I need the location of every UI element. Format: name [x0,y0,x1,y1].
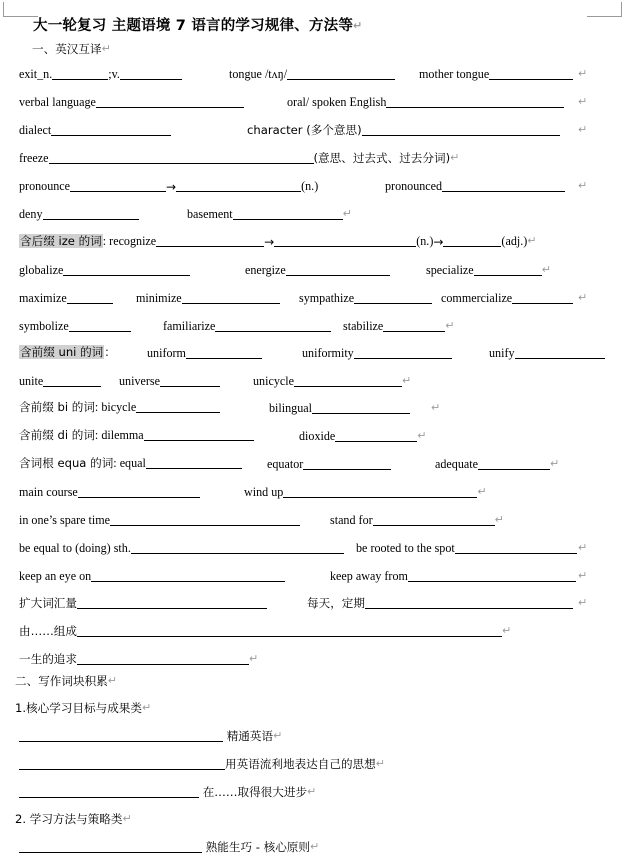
pilcrow-mark: ↵ [101,42,111,55]
page-title [33,14,362,35]
entry-row [19,480,609,508]
entry-unicycle: unicycle ↵ [253,374,412,388]
answer-blank[interactable] [515,347,605,359]
entry-dioxide: dioxide ↵ [299,429,427,443]
answer-blank[interactable] [51,124,171,136]
pilcrow-mark: ↵ [549,457,560,470]
answer-blank[interactable] [474,264,542,276]
answer-blank[interactable] [77,625,502,637]
label-suffix-ize-text: 含后缀 ize 的词 [20,234,102,248]
pilcrow-mark: ↵ [310,840,320,853]
pilcrow-mark: ↵ [578,67,588,80]
pilcrow-mark: ↵ [477,485,487,498]
entry-main-course: main course [19,486,200,498]
answer-blank[interactable] [43,375,101,387]
entry-basement: basement ↵ [187,207,352,221]
answer-blank[interactable] [365,597,573,609]
pilcrow-mark: ↵ [307,785,317,798]
subsection-heading-2 [15,807,605,835]
entry-expand-vocabulary: 扩大词汇量 [19,597,267,610]
entry-express-fluently: 用英语流利地表达自己的思想↵ [19,758,385,771]
answer-blank[interactable] [186,347,262,359]
entry-consist-of: 由……组成 ↵ [19,624,512,638]
label-prefix-di-text: 含前缀 di 的词 [19,428,95,442]
answer-blank[interactable] [489,68,573,80]
answer-blank[interactable] [52,68,108,80]
pilcrow-mark: ↵ [107,674,117,687]
answer-blank[interactable] [91,570,285,582]
entry-every-day-regularly: 每天，定期 [307,597,573,610]
subsection-heading-1 [15,696,605,724]
answer-blank[interactable] [386,96,564,108]
arrow-icon: → [433,235,444,249]
entry-adequate: adequate ↵ [435,457,560,471]
answer-blank[interactable] [354,347,452,359]
answer-blank[interactable] [136,401,220,413]
answer-blank[interactable] [19,758,225,770]
entry-row [19,202,609,230]
entry-oral-spoken-english: oral/ spoken English [287,96,564,108]
pilcrow-mark: ↵ [578,291,588,304]
answer-blank[interactable] [176,180,301,192]
entry-stabilize: stabilize ↵ [343,319,455,333]
entry-familiarize: familiarize [163,320,331,332]
answer-blank[interactable] [77,597,267,609]
pilcrow-mark: ↵ [578,541,588,554]
entry-symbolize: symbolize [19,320,131,332]
entry-deny: deny [19,208,139,220]
pilcrow-mark: ↵ [417,429,427,442]
answer-blank[interactable] [362,124,560,136]
answer-blank[interactable] [274,235,416,247]
answer-blank[interactable] [156,235,264,247]
pilcrow-mark: ↵ [578,95,588,108]
entry-row [19,230,609,258]
entry-universe: universe [119,375,220,387]
entry-verbal-language: verbal language [19,96,244,108]
pilcrow-mark: ↵ [578,179,588,192]
answer-blank[interactable] [19,841,202,853]
answer-blank[interactable] [69,320,131,332]
entry-commercialize: commercialize [441,292,573,304]
entry-row [19,90,609,118]
pilcrow-mark: ↵ [142,701,152,714]
answer-blank[interactable] [120,68,182,80]
arrow-icon: → [264,235,275,249]
answer-blank[interactable] [146,457,242,469]
entry-wind-up: wind up ↵ [244,485,487,499]
entry-row [19,508,609,536]
entry-pronounced: pronounced [385,180,565,192]
label-prefix-uni-text: 含前缀 uni 的词 [20,345,104,359]
answer-blank[interactable] [215,320,331,332]
entry-master-english: 精通英语↵ [19,730,282,743]
entry-row [19,452,609,480]
answer-blank[interactable] [182,292,280,304]
entry-be-equal-to: be equal to (doing) sth. [19,542,344,554]
entry-row [19,619,609,647]
answer-blank[interactable] [312,402,410,414]
entry-minimize: minimize [136,292,280,304]
entry-row [19,564,609,592]
answer-blank[interactable] [455,542,577,554]
pilcrow-mark: ↵ [122,812,132,825]
label-prefix-di: 含前缀 di 的词: dilemma [19,429,254,442]
entry-dialect: dialect [19,124,171,136]
entry-sympathize: sympathize [299,292,432,304]
answer-blank[interactable] [96,96,244,108]
pilcrow-mark: ↵ [248,652,259,665]
answer-blank[interactable] [49,152,314,164]
entry-great-progress: 在……取得很大进步↵ [19,786,316,799]
entry-lifelong-pursuit: 一生的追求 ↵ [19,652,259,666]
entry-equator: equator [267,458,391,470]
entry-row [19,396,609,424]
pilcrow-mark: ↵ [578,123,588,136]
entry-row [19,314,609,342]
entry-row [19,369,609,397]
arrow-icon: → [166,180,177,194]
answer-blank[interactable] [131,542,344,554]
entry-row [19,835,609,859]
pilcrow-mark: ↵ [353,19,363,32]
entry-specialize: specialize ↵ [426,263,551,277]
entry-keep-an-eye-on: keep an eye on [19,570,285,582]
section-heading-1-text: 一、英汉互译 [32,42,102,56]
entry-row [19,780,609,808]
entry-row [19,752,609,780]
answer-blank[interactable] [383,320,445,332]
page-margin-mark-top-right [587,2,622,17]
label-suffix-ize: 含后缀 ize 的词: recognize → (n.)→ (adj.)↵ [20,234,537,249]
entry-row [19,424,609,452]
pilcrow-mark: ↵ [273,729,283,742]
answer-blank[interactable] [110,514,300,526]
entry-energize: energize [245,264,390,276]
entry-be-rooted-to-the-spot: be rooted to the spot [356,542,577,554]
pilcrow-mark: ↵ [445,319,455,332]
subsection-heading-2-text: 2. 学习方法与策略类 [15,812,123,826]
entry-practice-makes-perfect: 熟能生巧 - 核心原则↵ [19,841,319,854]
pilcrow-mark: ↵ [375,757,385,770]
entry-row [19,536,609,564]
section-heading-2-text: 二、写作词块积累 [15,674,108,688]
pilcrow-mark: ↵ [431,401,441,414]
answer-blank[interactable] [478,458,550,470]
answer-blank[interactable] [43,208,139,220]
pilcrow-mark: ↵ [541,263,551,276]
answer-blank[interactable] [287,68,395,80]
pilcrow-mark: ↵ [342,207,352,220]
entry-row [19,62,609,90]
label-prefix-bi-text: 含前缀 bi 的词 [19,400,95,414]
entry-row [19,174,609,202]
answer-blank[interactable] [354,292,432,304]
answer-blank[interactable] [335,430,417,442]
answer-blank[interactable] [512,292,573,304]
entry-tongue: tongue /tʌŋ/ [229,68,395,80]
answer-blank[interactable] [63,264,190,276]
label-root-equa-text: 含词根 equa 的词 [19,456,114,470]
entry-exit: exit_n. ;v. [19,68,182,80]
pilcrow-mark: ↵ [527,234,537,247]
entry-bilingual: bilingual [269,402,410,414]
entry-row [19,286,609,314]
answer-blank[interactable] [67,292,113,304]
answer-blank[interactable] [443,235,501,247]
answer-blank[interactable] [77,653,249,665]
entry-row [19,724,609,752]
entry-row [19,591,609,619]
pilcrow-mark: ↵ [578,596,588,609]
entry-unify: unify [489,347,605,359]
answer-blank[interactable] [70,180,166,192]
answer-blank[interactable] [144,429,254,441]
answer-blank[interactable] [408,570,576,582]
pilcrow-mark: ↵ [501,624,512,637]
entry-globalize: globalize [19,264,190,276]
entry-stand-for: stand for ↵ [330,513,504,527]
entry-mother-tongue: mother tongue [419,68,573,80]
entry-freeze: freeze (意思、过去式、过去分词)↵ [19,151,460,165]
answer-blank[interactable] [283,486,477,498]
entry-row [19,258,609,286]
section-heading-2 [15,669,605,697]
pilcrow-mark: ↵ [578,569,588,582]
entry-spare-time: in one’s spare time [19,514,300,526]
label-root-equa: 含词根 equa 的词: equal [19,457,242,470]
entry-character: character (多个意思) [247,124,560,137]
answer-blank[interactable] [373,514,495,526]
label-prefix-bi: 含前缀 bi 的词: bicycle [19,401,220,414]
answer-blank[interactable] [286,264,390,276]
pilcrow-mark: ↵ [494,513,504,526]
answer-blank[interactable] [442,180,565,192]
entry-uniform: uniform [147,347,262,359]
entry-keep-away-from: keep away from [330,570,576,582]
answer-blank[interactable] [78,486,200,498]
answer-blank[interactable] [233,208,343,220]
answer-blank[interactable] [19,730,223,742]
pilcrow-mark: ↵ [450,151,460,164]
entry-unite: unite [19,375,101,387]
subsection-heading-1-text: 1.核心学习目标与成果类 [15,701,142,715]
pilcrow-mark: ↵ [401,374,412,387]
section-heading-1 [32,41,111,57]
entry-row [19,118,609,146]
answer-blank[interactable] [160,375,220,387]
entry-pronounce: pronounce → (n.) [19,179,319,194]
entry-row [19,341,609,369]
entry-maximize: maximize [19,292,113,304]
answer-blank[interactable] [294,375,402,387]
entry-uniformity: uniformity [302,347,452,359]
entry-row [19,146,609,174]
answer-blank[interactable] [303,458,391,470]
label-prefix-uni: 含前缀 uni 的词： [20,345,116,359]
page-title-text: 大一轮复习 主题语境 7 语言的学习规律、方法等 [33,18,354,34]
answer-blank[interactable] [19,786,199,798]
